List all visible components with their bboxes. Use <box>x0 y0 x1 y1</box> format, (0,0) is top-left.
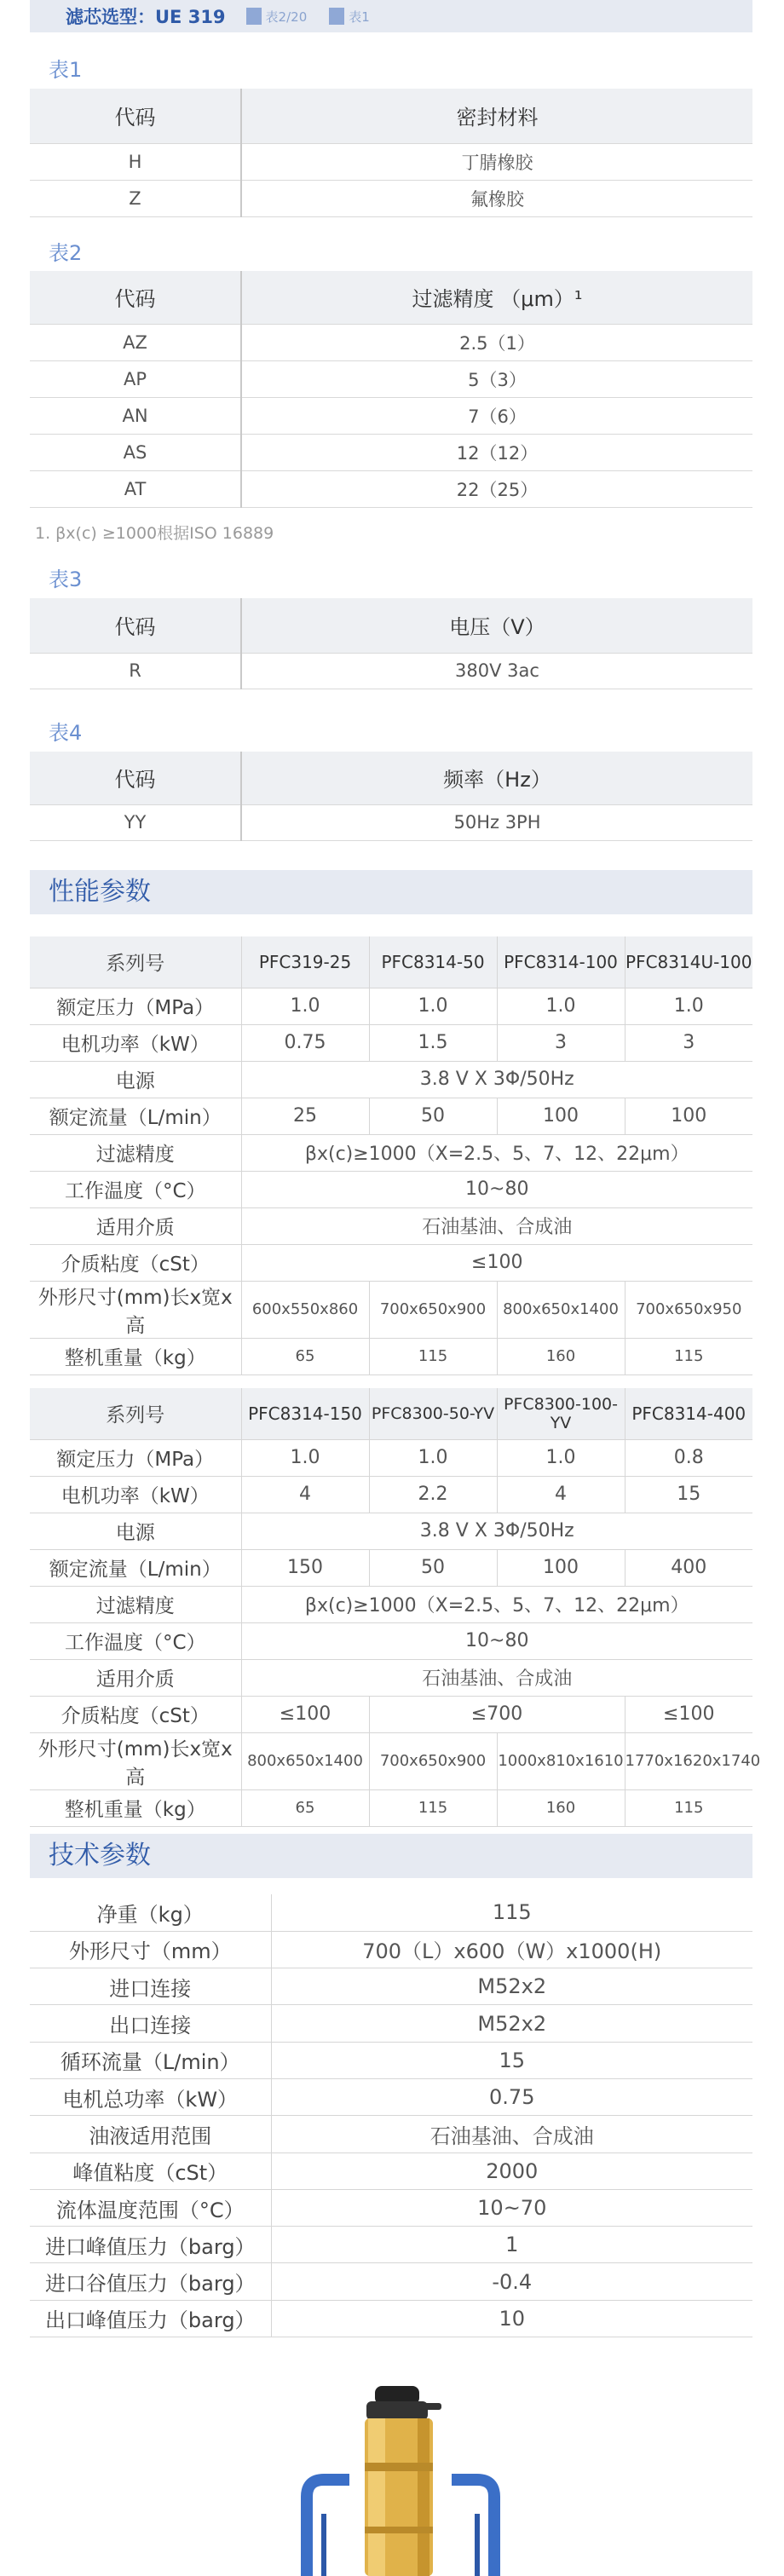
cell-value: 15 <box>625 1476 752 1513</box>
performance-table-b <box>30 1388 761 1827</box>
row-label: 额定压力（MPa） <box>30 1439 241 1476</box>
table-row <box>30 1732 752 1789</box>
table-row <box>30 653 752 689</box>
product-image <box>273 2369 528 2576</box>
table-header-row <box>30 271 752 324</box>
chip-label: 表1 <box>349 9 370 25</box>
table-header-row <box>30 936 752 988</box>
cell-value: 800x650x1400 <box>497 1281 625 1338</box>
table-row <box>30 1586 752 1622</box>
cell-value: 160 <box>497 1789 625 1826</box>
table-row <box>30 434 752 470</box>
cell-value: 丁腈橡胶 <box>241 143 752 180</box>
table-row <box>30 2263 752 2300</box>
cell-value: 1770x1620x1740 <box>625 1732 752 1789</box>
cell-value: 600x550x860 <box>241 1281 369 1338</box>
cell-value: 400 <box>625 1549 752 1586</box>
cell-value: 15 <box>271 2042 752 2078</box>
table-row <box>30 1659 752 1696</box>
model-name: PFC8300-100-YV <box>497 1388 625 1439</box>
cell-value: 0.75 <box>271 2078 752 2115</box>
table-header-row <box>30 1388 752 1439</box>
cell-value: 4 <box>241 1476 369 1513</box>
row-label: 介质粘度（cSt） <box>30 1696 241 1732</box>
cell-value: ≤100 <box>625 1696 752 1732</box>
cell-value: 115 <box>625 1338 752 1374</box>
table-row <box>30 1098 752 1134</box>
header-voltage: 电压（V） <box>241 598 752 653</box>
table-row <box>30 2152 752 2189</box>
cell-code: R <box>30 653 241 689</box>
table-row <box>30 1024 752 1061</box>
table-row <box>30 1968 752 2005</box>
table-row <box>30 360 752 397</box>
cell-value: 700x650x950 <box>625 1281 752 1338</box>
cell-value: 115 <box>369 1338 497 1374</box>
table-row <box>30 1622 752 1659</box>
cell-value: 100 <box>497 1549 625 1586</box>
cell-value: 115 <box>625 1789 752 1826</box>
header-code: 代码 <box>30 89 241 143</box>
row-label: 电源 <box>30 1513 241 1549</box>
cell-value: 700x650x900 <box>369 1732 497 1789</box>
square-icon <box>329 8 344 25</box>
row-label: 流体温度范围（°C） <box>30 2189 271 2226</box>
table-row <box>30 2078 752 2115</box>
performance-table-a <box>30 936 752 1375</box>
model-name: PFC8300-50-YV <box>369 1388 497 1439</box>
cell-value: 100 <box>497 1098 625 1134</box>
cell-value: 氟橡胶 <box>241 180 752 216</box>
cell-value: 1 <box>271 2227 752 2263</box>
table4-label: 表4 <box>49 721 83 745</box>
cell-value: 石油基油、合成油 <box>241 1659 752 1696</box>
row-label: 介质粘度（cSt） <box>30 1244 241 1281</box>
row-label: 工作温度（°C） <box>30 1171 241 1207</box>
row-label: 过滤精度 <box>30 1134 241 1171</box>
filter-selection-header <box>30 0 752 32</box>
table-row <box>30 1789 752 1826</box>
table-header-row <box>30 89 752 143</box>
cell-value: 65 <box>241 1338 369 1374</box>
table-row <box>30 1476 752 1513</box>
row-label: 电机功率（kW） <box>30 1024 241 1061</box>
cell-value: M52x2 <box>271 1968 752 2005</box>
table-row <box>30 1696 752 1732</box>
table-row <box>30 2116 752 2152</box>
row-label: 油液适用范围 <box>30 2116 271 2152</box>
cell-value: 115 <box>271 1894 752 1931</box>
row-label: 峰值粘度（cSt） <box>30 2152 271 2189</box>
cell-code: AN <box>30 397 241 434</box>
cell-code: H <box>30 143 241 180</box>
table-row <box>30 324 752 360</box>
table-row <box>30 1134 752 1171</box>
model-name: PFC8314-150 <box>241 1388 369 1439</box>
cell-value: 160 <box>497 1338 625 1374</box>
row-label: 净重（kg） <box>30 1894 271 1931</box>
table-row <box>30 2227 752 2263</box>
cell-value: 25 <box>241 1098 369 1134</box>
row-label: 进口峰值压力（barg） <box>30 2227 271 2263</box>
cell-value: 2.2 <box>369 1476 497 1513</box>
cell-code: AZ <box>30 324 241 360</box>
cell-value: ≤100 <box>241 1244 752 1281</box>
row-label: 电机总功率（kW） <box>30 2078 271 2115</box>
cell-value: -0.4 <box>271 2263 752 2300</box>
row-label: 出口连接 <box>30 2005 271 2042</box>
cell-value: 石油基油、合成油 <box>271 2116 752 2152</box>
cell-value: ≤100 <box>241 1696 369 1732</box>
cell-value: 115 <box>369 1789 497 1826</box>
cell-value: 10~80 <box>241 1171 752 1207</box>
cell-value: 3 <box>625 1024 752 1061</box>
table-row <box>30 1439 752 1476</box>
cell-value: 2000 <box>271 2152 752 2189</box>
row-label: 整机重量（kg） <box>30 1338 241 1374</box>
table-row <box>30 143 752 180</box>
filter-cart-illustration <box>273 2369 528 2576</box>
cell-value: 50 <box>369 1098 497 1134</box>
cell-value: 50Hz 3PH <box>241 804 752 840</box>
table3-label: 表3 <box>49 568 83 591</box>
technical-section-title: 技术参数 <box>30 1834 752 1878</box>
header-precision: 过滤精度 （μm）¹ <box>241 271 752 324</box>
cell-value: 3 <box>497 1024 625 1061</box>
filter-precision-table <box>30 271 752 508</box>
cell-value: 5（3） <box>241 360 752 397</box>
table-row <box>30 2005 752 2042</box>
voltage-table <box>30 598 752 689</box>
cell-value: 10~80 <box>241 1622 752 1659</box>
table-row <box>30 1513 752 1549</box>
header-code: 代码 <box>30 752 241 804</box>
table-row <box>30 2300 752 2337</box>
frequency-table <box>30 752 752 841</box>
cell-value: 800x650x1400 <box>241 1732 369 1789</box>
table-row <box>30 1207 752 1244</box>
cell-value: 1.0 <box>497 988 625 1024</box>
model-name: PFC319-25 <box>241 936 369 988</box>
table-row <box>30 470 752 507</box>
cell-value: 65 <box>241 1789 369 1826</box>
cell-value: 22（25） <box>241 470 752 507</box>
row-label: 额定压力（MPa） <box>30 988 241 1024</box>
row-label: 外形尺寸(mm)长x宽x高 <box>30 1281 241 1338</box>
cell-value: 2.5（1） <box>241 324 752 360</box>
seal-material-table <box>30 89 752 217</box>
cell-value: 0.75 <box>241 1024 369 1061</box>
table-row <box>30 2042 752 2078</box>
row-label: 过滤精度 <box>30 1586 241 1622</box>
cell-code: AT <box>30 470 241 507</box>
cell-value: 1.0 <box>497 1439 625 1476</box>
table-header-row <box>30 752 752 804</box>
model-name: PFC8314-100 <box>497 936 625 988</box>
model-name: PFC8314-400 <box>625 1388 752 1439</box>
row-label: 电机功率（kW） <box>30 1476 241 1513</box>
row-label: 循环流量（L/min） <box>30 2042 271 2078</box>
table-row <box>30 1244 752 1281</box>
table2-label: 表2 <box>49 241 83 265</box>
cell-value: 1.5 <box>369 1024 497 1061</box>
row-label: 适用介质 <box>30 1659 241 1696</box>
table-row <box>30 1061 752 1098</box>
header-frequency: 频率（Hz） <box>241 752 752 804</box>
table-row <box>30 1338 752 1374</box>
row-label: 适用介质 <box>30 1207 241 1244</box>
header-code: 代码 <box>30 598 241 653</box>
chip-table-2-20[interactable] <box>246 8 308 26</box>
cell-value: 150 <box>241 1549 369 1586</box>
cell-value: M52x2 <box>271 2005 752 2042</box>
cell-code: AP <box>30 360 241 397</box>
cell-value: 1.0 <box>241 1439 369 1476</box>
cell-value: 0.8 <box>625 1439 752 1476</box>
model-name: PFC8314U-100 <box>625 936 752 988</box>
cell-value: 700（L）x600（W）x1000(H) <box>271 1931 752 1968</box>
cell-value: 3.8 V X 3Φ/50Hz <box>241 1061 752 1098</box>
cell-value: 12（12） <box>241 434 752 470</box>
table-row <box>30 1281 752 1338</box>
cell-value: 7（6） <box>241 397 752 434</box>
filter-selection-title: 滤芯选型：UE 319 <box>66 7 226 27</box>
row-label: 进口连接 <box>30 1968 271 2005</box>
row-label: 额定流量（L/min） <box>30 1098 241 1134</box>
technical-table <box>30 1894 752 2337</box>
cell-value: 10 <box>271 2300 752 2337</box>
cell-code: AS <box>30 434 241 470</box>
square-icon <box>246 8 262 25</box>
table-row <box>30 1549 752 1586</box>
row-label: 进口谷值压力（barg） <box>30 2263 271 2300</box>
table-row <box>30 2189 752 2226</box>
cell-value: 100 <box>625 1098 752 1134</box>
cell-code: YY <box>30 804 241 840</box>
cell-value: 1.0 <box>241 988 369 1024</box>
table-row <box>30 180 752 216</box>
row-label: 外形尺寸(mm)长x宽x高 <box>30 1732 241 1789</box>
table-header-row <box>30 598 752 653</box>
cell-code: Z <box>30 180 241 216</box>
cell-value: ≤700 <box>369 1696 625 1732</box>
cell-value: 10~70 <box>271 2189 752 2226</box>
cell-value: βx(c)≥1000（X=2.5、5、7、12、22μm） <box>241 1586 752 1622</box>
table1-label: 表1 <box>49 58 83 82</box>
cell-value: 4 <box>497 1476 625 1513</box>
cell-value: 380V 3ac <box>241 653 752 689</box>
performance-section-title: 性能参数 <box>30 870 752 914</box>
header-series: 系列号 <box>30 936 241 988</box>
model-name: PFC8314-50 <box>369 936 497 988</box>
chip-table-1[interactable] <box>329 8 370 26</box>
header-seal-material: 密封材料 <box>241 89 752 143</box>
cell-value: 1000x810x1610 <box>497 1732 625 1789</box>
cell-value: 50 <box>369 1549 497 1586</box>
table-row <box>30 988 752 1024</box>
row-label: 外形尺寸（mm） <box>30 1931 271 1968</box>
table-row <box>30 1171 752 1207</box>
table-row <box>30 804 752 840</box>
cell-value: 700x650x900 <box>369 1281 497 1338</box>
header-series: 系列号 <box>30 1388 241 1439</box>
table-row <box>30 397 752 434</box>
cell-value: 1.0 <box>625 988 752 1024</box>
cell-value: 3.8 V X 3Φ/50Hz <box>241 1513 752 1549</box>
cell-value: 石油基油、合成油 <box>241 1207 752 1244</box>
table-row <box>30 1894 752 1931</box>
row-label: 额定流量（L/min） <box>30 1549 241 1586</box>
chip-label: 表2/20 <box>265 9 308 25</box>
row-label: 电源 <box>30 1061 241 1098</box>
row-label: 出口峰值压力（barg） <box>30 2300 271 2337</box>
header-code: 代码 <box>30 271 241 324</box>
cell-value: βx(c)≥1000（X=2.5、5、7、12、22μm） <box>241 1134 752 1171</box>
row-label: 工作温度（°C） <box>30 1622 241 1659</box>
footnote: 1. βx(c) ≥1000根据ISO 16889 <box>35 524 274 543</box>
table-row <box>30 1931 752 1968</box>
cell-value: 1.0 <box>369 1439 497 1476</box>
row-label: 整机重量（kg） <box>30 1789 241 1826</box>
cell-value: 1.0 <box>369 988 497 1024</box>
